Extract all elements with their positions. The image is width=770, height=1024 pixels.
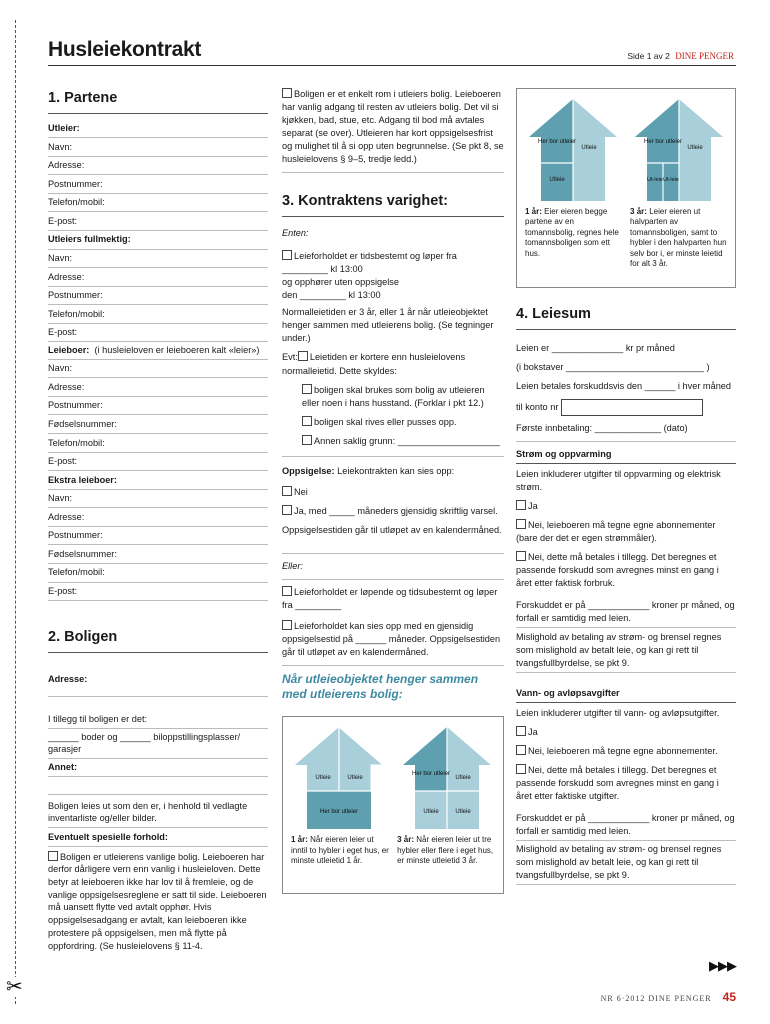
leieboer-label: Leieboer: xyxy=(48,344,90,355)
reason-2-text: boligen skal rives eller pusses opp. xyxy=(314,416,457,427)
caption-a-text: Når eieren leier ut inntil to hybler i eget hus, er minste utleietid 1 år. xyxy=(291,835,389,866)
enkelt-rom-option xyxy=(282,88,504,166)
fullmektig-field[interactable]: Adresse: xyxy=(48,268,268,287)
oppsigelse-text: Leiekontrakten kan sies opp: xyxy=(337,465,455,476)
forskudd-field[interactable]: Leien betales forskuddsvis den ______ i hver måned xyxy=(516,380,732,391)
fullmektig-field[interactable]: E-post: xyxy=(48,324,268,343)
boder-field[interactable]: ______ boder og ______ biloppstillingsplasser/ garasjer xyxy=(48,729,268,758)
leieboer-note: (i husleieloven er leieboeren kalt «leier») xyxy=(94,344,260,355)
ekstra-leieboer-field[interactable]: Fødselsnummer: xyxy=(48,545,268,564)
section-title-boligen: 2. Boligen xyxy=(48,627,268,653)
house-diagram-d xyxy=(631,95,727,203)
leieboer-field[interactable]: Telefon/mobil: xyxy=(48,434,268,453)
house-diagram-a xyxy=(291,723,387,831)
vanlige-bolig-text: Boligen er utleierens vanlige bolig. Leieboeren har derfor dårligere vern enn vanlig i husleieloven. Dette betyr at leieboeren ikke har lov til å fremleie, og de vanlige oppsigelsesreglene er satt til side. Leieboeren må uansett flytte ved avtalt opphør. Hvis oppsigelsesadgang er avtalt, kan leieboeren ikke protestere på oppsigelsen, men må flytte på oppfordring. (Se husleielovens § 11-4. xyxy=(48,851,267,951)
fullmektig-label: Utleiers fullmektig: xyxy=(48,231,268,250)
strom-nei-tillegg-option xyxy=(516,551,736,590)
strom-nei-tillegg-checkbox[interactable] xyxy=(516,551,526,561)
utleier-field[interactable]: Adresse: xyxy=(48,157,268,176)
vann-nei-tillegg-option xyxy=(516,764,736,803)
lopende-option xyxy=(282,586,504,612)
nei-checkbox[interactable] xyxy=(282,486,292,496)
tillegg-text: I tillegg til boligen er det: xyxy=(48,711,268,730)
page-indicator: Side 1 av 2 xyxy=(627,51,670,61)
vann-nei-abonnement-text: Nei, leieboeren må tegne egne abonnementer. xyxy=(528,745,718,756)
utleier-field[interactable]: Telefon/mobil: xyxy=(48,194,268,213)
opphorer-text: og opphører uten oppsigelse xyxy=(282,277,399,288)
gjensidig-text: Leieforholdet kan sies opp med en gjensidig oppsigelsestid på ______ måneder. Oppsigelsestiden går til utløpet av en kalendermåned. xyxy=(282,621,501,658)
vann-ja-checkbox[interactable] xyxy=(516,726,526,736)
leieboer-field[interactable]: Adresse: xyxy=(48,378,268,397)
utleier-field[interactable]: Postnummer: xyxy=(48,175,268,194)
strom-inkl-text: Leien inkluderer utgifter til oppvarming og elektrisk strøm. xyxy=(516,468,721,492)
reason-1-text: boligen skal brukes som bolig av utleieren eller noen i hans husstand. (Forklar i pkt 12.) xyxy=(302,384,485,408)
normalleietid-text: Normalleietiden er 3 år, eller 1 år når utleieobjektet henger sammen med utleierens bolig. (Se tegninger under.) xyxy=(282,307,494,344)
ja-med-text: Ja, med _____ måneders gjensidig skriftlig varsel. xyxy=(294,505,498,516)
gjensidig-checkbox[interactable] xyxy=(282,620,292,630)
nei-option xyxy=(282,486,504,499)
page-footer xyxy=(601,990,736,1004)
enten-label: Enten: xyxy=(282,227,309,238)
column-duration xyxy=(282,88,504,894)
scissors-icon: ✂ xyxy=(6,976,23,998)
henger-sammen-heading: Når utleieobjektet henger sammen med utleierens bolig: xyxy=(282,672,479,702)
reason-3-text[interactable]: Annen saklig grunn: ____________________ xyxy=(314,435,500,446)
forste-innbetaling-field[interactable]: Første innbetaling: _____________ (dato) xyxy=(516,422,688,433)
house-a-top-left-label: Utleie xyxy=(315,775,331,782)
nei-text: Nei xyxy=(294,486,308,497)
house-b-top-left-label: Her bor utleier xyxy=(411,771,451,778)
section-title-varighet: 3. Kontraktens varighet: xyxy=(282,191,504,217)
column-rent xyxy=(516,88,736,885)
strom-heading: Strøm og oppvarming xyxy=(516,448,736,464)
column-parties xyxy=(48,88,268,952)
reason-2-option xyxy=(282,416,504,429)
house-diagram-c xyxy=(525,95,621,203)
fullmektig-field[interactable]: Postnummer: xyxy=(48,287,268,306)
strom-ja-option xyxy=(516,500,736,513)
vann-inkl-text: Leien inkluderer utgifter til vann- og avløpsutgifter. xyxy=(516,707,720,718)
enkelt-rom-checkbox[interactable] xyxy=(282,88,292,98)
leieboer-field[interactable]: Postnummer: xyxy=(48,397,268,416)
caption-b xyxy=(397,835,495,866)
fullmektig-field[interactable]: Telefon/mobil: xyxy=(48,305,268,324)
strom-ja-text: Ja xyxy=(528,501,538,512)
start-time-field[interactable]: _________ kl 13:00 xyxy=(282,264,363,275)
strom-mislighold-text: Mislighold av betaling av strøm- og brensel regnes som mislighold av betalt leie, og kan gi rett til tvangsfullbyrdelse, se pkt 9. xyxy=(516,628,736,673)
vanlige-bolig-option xyxy=(48,847,268,953)
leieboer-field[interactable]: Navn: xyxy=(48,360,268,379)
oppsigelse-row xyxy=(282,465,504,478)
enkelt-rom-text: Boligen er et enkelt rom i utleiers bolig. Leieboeren har vanlig adgang til resten av utleiers bolig. Det vil si kjøkken, bad, stue, etc. Adgang til bod må avtales separat (se over). Utleieren har kort oppsigelsesfrist og mulighet til å si opp uten begrunnelse. (Se pkt 8, se husleielovens § 9–5, tredje ledd.) xyxy=(282,89,504,165)
house-c-top-right-label: Utleie xyxy=(581,145,597,151)
reason-3-option xyxy=(282,435,504,448)
lopende-text: Leieforholdet er løpende og tidsubestemt og løper fra _________ xyxy=(282,587,498,611)
ekstra-leieboer-field[interactable]: Adresse: xyxy=(48,508,268,527)
arrow-right-icon[interactable]: ▶▶▶ xyxy=(709,958,736,973)
end-date-field[interactable]: den _________ kl 13:00 xyxy=(282,290,381,301)
forhold-label: Eventuelt spesielle forhold: xyxy=(48,828,268,847)
ja-med-option xyxy=(282,505,504,518)
oppsigelse-label: Oppsigelse: xyxy=(282,465,335,476)
house-d-top-right-label: Utleie xyxy=(687,145,703,151)
vann-heading: Vann- og avløpsavgifter xyxy=(516,687,736,703)
house-b-top-right-label: Utleie xyxy=(455,775,471,782)
vanlige-bolig-checkbox[interactable] xyxy=(48,851,58,861)
reason-1-option xyxy=(282,384,504,410)
bokstaver-field[interactable]: (i bokstaver ___________________________ ) xyxy=(516,361,710,372)
strom-ja-checkbox[interactable] xyxy=(516,500,526,510)
konto-label: til konto nr xyxy=(516,401,559,412)
evt-checkbox[interactable] xyxy=(298,351,308,361)
strom-nei-tillegg-text: Nei, dette må betales i tillegg. Det beregnes et passende forskudd som avregnes minst en gang i året etter faktisk forbruk. xyxy=(516,552,719,589)
leieboer-field[interactable]: E-post: xyxy=(48,453,268,472)
caption-c xyxy=(525,207,622,269)
brand-label: DINE PENGER xyxy=(675,51,734,61)
evt-text: Leietiden er kortere enn husleielovens normalleietid. Dette skyldes: xyxy=(282,352,466,376)
leieboer-field[interactable]: Fødselsnummer: xyxy=(48,415,268,434)
house-d-bottom-left-1-label: Ut-leie xyxy=(647,177,663,183)
ekstra-leieboer-field[interactable]: Postnummer: xyxy=(48,527,268,546)
utlop-text: Oppsigelsestiden går til utløpet av en kalendermåned. xyxy=(282,525,502,536)
tidsbestemt-text: Leieforholdet er tidsbestemt og løper fra xyxy=(294,251,457,262)
konto-row xyxy=(516,399,736,416)
section-title-leiesum: 4. Leiesum xyxy=(516,304,736,330)
caption-b-bold: 3 år: xyxy=(397,835,414,845)
vann-nei-tillegg-text: Nei, dette må betales i tillegg. Det beregnes et passende forskudd som avregnes minst en gang i året etter faktiske utgifter. xyxy=(516,764,719,802)
house-diagram-box-1 xyxy=(282,716,504,894)
ekstra-leieboer-field[interactable]: Navn: xyxy=(48,490,268,509)
lopende-checkbox[interactable] xyxy=(282,586,292,596)
vann-nei-tillegg-checkbox[interactable] xyxy=(516,764,526,774)
house-d-bottom-left-2-label: Ut-leie xyxy=(663,177,679,183)
ekstra-leieboer-field[interactable]: Telefon/mobil: xyxy=(48,564,268,583)
utleier-field[interactable]: Navn: xyxy=(48,138,268,157)
vann-nei-abonnement-checkbox[interactable] xyxy=(516,745,526,755)
ja-med-checkbox[interactable] xyxy=(282,505,292,515)
caption-c-text: Eier eieren begge partene av en tomannsbolig, regnes hele tomannsboligen som ett hus. xyxy=(525,207,619,258)
page-number: 45 xyxy=(722,990,736,1004)
house-diagram-box-2 xyxy=(516,88,736,288)
evt-label: Evt: xyxy=(282,352,298,363)
reason-2-checkbox[interactable] xyxy=(302,416,312,426)
vann-ja-text: Ja xyxy=(528,726,538,737)
leien-er-field[interactable]: Leien er ______________ kr pr måned xyxy=(516,342,675,353)
house-d-top-left-label: Her bor utleier xyxy=(643,139,683,145)
vann-forskudd-field[interactable]: Forskuddet er på ____________ kroner pr måned, og forfall er samtidig med leien. xyxy=(516,809,736,841)
strom-forskudd-field[interactable]: Forskuddet er på ____________ kroner pr måned, og forfall er samtidig med leien. xyxy=(516,596,736,628)
house-a-bottom-label: Her bor utleier xyxy=(319,809,359,816)
issue-label: NR 6·2012 DINE PENGER xyxy=(600,994,712,1003)
house-a-top-right-label: Utleie xyxy=(347,775,363,782)
reason-1-checkbox[interactable] xyxy=(302,384,312,394)
title-divider xyxy=(48,65,736,66)
annet-field[interactable]: Annet: xyxy=(48,759,268,778)
house-b-bottom-right-label: Utleie xyxy=(455,809,471,816)
section-title-partene: 1. Partene xyxy=(48,88,268,114)
caption-d xyxy=(630,207,727,269)
strom-nei-abonnement-option xyxy=(516,519,736,545)
house-c-bottom-left-label: Utleie xyxy=(549,177,565,183)
utleier-label: Utleier: xyxy=(48,120,268,139)
leies-ut-text: Boligen leies ut som den er, i henhold til vedlagte inventarliste og/eller bilder. xyxy=(48,795,268,828)
strom-nei-abonnement-text: Nei, leieboeren må tegne egne abonnementer (bare der det er egen strømmåler). xyxy=(516,520,716,544)
vann-mislighold-text: Mislighold av betaling av strøm- og brensel regnes som mislighold av betalt leie, og kan gi rett til tvangsfullbyrdelse, se pkt 9. xyxy=(516,841,736,886)
house-c-top-left-label: Her bor utleier xyxy=(537,139,577,145)
eller-label: Eller: xyxy=(282,561,303,572)
adresse-field[interactable]: Adresse: xyxy=(48,659,268,697)
caption-a-bold: 1 år: xyxy=(291,835,308,845)
page-title: Husleiekontrakt xyxy=(48,38,202,61)
evt-option xyxy=(282,351,504,377)
konto-input[interactable] xyxy=(561,399,703,416)
ekstra-leieboer-field[interactable]: E-post: xyxy=(48,583,268,602)
house-diagram-b xyxy=(399,723,495,831)
caption-c-bold: 1 år: xyxy=(525,207,542,216)
tidsbestemt-option xyxy=(282,250,504,263)
utleier-field[interactable]: E-post: xyxy=(48,212,268,231)
vann-ja-option xyxy=(516,726,736,739)
ekstra-leieboer-label: Ekstra leieboer: xyxy=(48,471,268,490)
caption-d-text: Leier eieren ut halvparten av tomannsboligen, samt to hybler i den halvparten hun selv bor i, er minste leietid for alt 3 år. xyxy=(630,207,727,268)
caption-a xyxy=(291,835,389,866)
tidsbestemt-checkbox[interactable] xyxy=(282,250,292,260)
vann-nei-abonnement-option xyxy=(516,745,736,758)
gjensidig-option xyxy=(282,620,504,659)
fullmektig-field[interactable]: Navn: xyxy=(48,250,268,269)
house-b-bottom-left-label: Utleie xyxy=(423,809,439,816)
caption-d-bold: 3 år: xyxy=(630,207,647,216)
strom-nei-abonnement-checkbox[interactable] xyxy=(516,519,526,529)
caption-b-text: Når eieren leier ut tre hybler eller flere i eget hus, er minste utleietid 3 år. xyxy=(397,835,494,866)
cut-line xyxy=(15,20,16,1004)
page-info xyxy=(627,51,734,61)
leieboer-label-row xyxy=(48,342,268,359)
annet-blank-line[interactable] xyxy=(48,777,268,795)
reason-3-checkbox[interactable] xyxy=(302,435,312,445)
